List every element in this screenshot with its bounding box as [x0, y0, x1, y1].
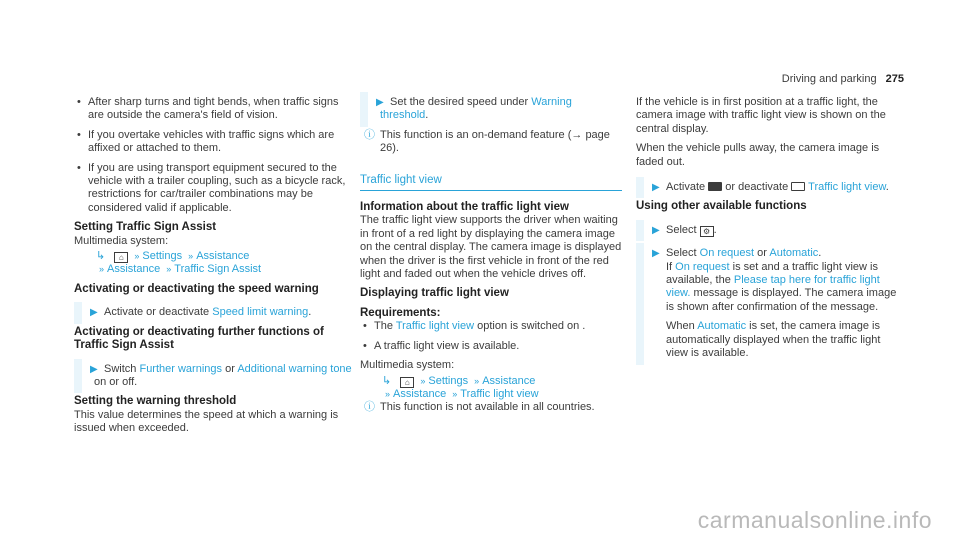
- double-chevron-icon: »: [166, 264, 172, 275]
- list-item: • If you are using transport equipment secured to the vehicle with a trailer coupling, such as a bicycle rack, restrictions for car/trailer combinations may be considered valid if applicable.: [74, 162, 356, 216]
- system-label: Multimedia system:: [74, 234, 169, 247]
- link-on-request[interactable]: On request: [675, 260, 730, 273]
- link-additional-warning-tone[interactable]: Additional warning tone: [237, 362, 352, 375]
- column-3: [636, 96, 898, 367]
- heading-requirements: Requirements:: [360, 306, 441, 319]
- column-1: [74, 96, 356, 442]
- home-icon: ⌂: [400, 377, 414, 388]
- link-on-request[interactable]: On request: [699, 247, 755, 260]
- double-chevron-icon: »: [420, 375, 426, 386]
- list-item: • After sharp turns and tight bends, when traffic signs are outside the camera's field of vision.: [74, 96, 356, 123]
- gear-icon[interactable]: ⚙: [700, 226, 714, 237]
- step-select-mode: ▶ Select On request or Automatic. If On request is set and a traffic light view is available, the Please tap here for traffic light view. message is displayed. The camera image is shown after confirmation of the message. When Automatic is set, the camera image is automatically displayed when the traffic light view is available.: [636, 247, 898, 360]
- automatic-paragraph: When Automatic is set, the camera image is automatically displayed when the traffic light view is available.: [666, 320, 881, 360]
- double-chevron-icon: »: [474, 375, 480, 386]
- heading-further-functions: Activating or deactivating further functions of Traffic Sign Assist: [74, 325, 324, 352]
- return-arrow-icon: ↳: [96, 250, 106, 263]
- path-settings[interactable]: Settings: [142, 250, 183, 263]
- heading-display-tlv: Displaying traffic light view: [360, 287, 509, 300]
- heading-warning-threshold: Setting the warning threshold: [74, 395, 237, 408]
- step-switch-warnings: ▶ Switch Further warnings or Additional warning tone on or off.: [74, 363, 356, 390]
- page-number: 275: [885, 73, 904, 85]
- home-icon: ⌂: [114, 252, 128, 263]
- list-item: • A traffic light view is available.: [360, 340, 622, 353]
- step-arrow-icon: ▶: [90, 363, 98, 375]
- heading-other-functions: Using other available functions: [636, 200, 807, 213]
- menu-path: [74, 250, 356, 277]
- link-further-warnings[interactable]: Further warnings: [139, 362, 223, 375]
- toggle-off-icon: [791, 182, 805, 191]
- tlv-paragraph-2: When the vehicle pulls away, the camera image is faded out.: [636, 142, 880, 168]
- step-arrow-icon: ▶: [90, 307, 98, 319]
- threshold-text: This value determines the speed at which a warning is issued when exceeded.: [74, 408, 339, 435]
- double-chevron-icon: »: [99, 264, 105, 275]
- step-activate-tlv: ▶ Activate or deactivate Traffic light view.: [636, 181, 898, 194]
- step-arrow-icon: ▶: [652, 224, 660, 236]
- path-assistance-2[interactable]: Assistance: [393, 387, 447, 400]
- step-select-settings: ▶ Select ⚙ .: [636, 224, 898, 237]
- path-assistance-2[interactable]: Assistance: [107, 263, 161, 276]
- link-traffic-light-view[interactable]: Traffic light view: [395, 320, 475, 333]
- section-title: Driving and parking: [781, 73, 877, 85]
- path-assistance[interactable]: Assistance: [196, 250, 250, 263]
- step-set-speed: ▶ Set the desired speed under Warning threshold.: [360, 96, 622, 123]
- column-2: [360, 96, 622, 421]
- path-settings[interactable]: Settings: [428, 374, 469, 387]
- link-speed-limit-warning[interactable]: Speed limit warning: [212, 306, 309, 319]
- path-assistance[interactable]: Assistance: [482, 374, 536, 387]
- note-on-demand: ⓘ This function is an on-demand feature (→ page 26).: [364, 128, 610, 155]
- link-warning-threshold[interactable]: Warning threshold: [380, 96, 572, 122]
- step-arrow-icon: ▶: [376, 97, 384, 108]
- double-chevron-icon: »: [188, 251, 194, 262]
- info-icon: ⓘ: [364, 401, 375, 414]
- note-availability: ⓘ This function is not available in all countries.: [364, 401, 595, 414]
- double-chevron-icon: »: [385, 388, 391, 399]
- tlv-paragraph-1: If the vehicle is in first position at a traffic light, the camera image with traffic light view is shown on the central display.: [636, 96, 886, 135]
- heading-setting-tsa: Setting Traffic Sign Assist: [74, 221, 217, 234]
- link-traffic-light-view[interactable]: Traffic light view: [808, 181, 886, 194]
- system-label: Multimedia system:: [360, 359, 455, 372]
- watermark: carmanualsonline.info: [697, 506, 932, 533]
- path-traffic-light-view[interactable]: Traffic light view: [460, 387, 539, 400]
- double-chevron-icon: »: [452, 388, 458, 399]
- section-traffic-light-view: Traffic light view: [360, 174, 622, 191]
- menu-path: [360, 375, 622, 402]
- link-automatic[interactable]: Automatic: [769, 247, 819, 260]
- info-icon: ⓘ: [364, 128, 375, 141]
- list-item: • If you overtake vehicles with traffic signs which are affixed or attached to them.: [74, 129, 356, 156]
- link-automatic[interactable]: Automatic: [697, 320, 747, 333]
- return-arrow-icon: ↳: [382, 374, 392, 387]
- heading-speed-warning: Activating or deactivating the speed warning: [74, 282, 319, 295]
- page-header: [782, 73, 904, 86]
- step-arrow-icon: ▶: [652, 248, 660, 260]
- step-arrow-icon: ▶: [652, 182, 660, 194]
- list-item: • The Traffic light view option is switched on .: [360, 320, 622, 333]
- toggle-on-icon: [708, 182, 722, 191]
- message-tap-for-tlv[interactable]: Please tap here for traffic light view.: [666, 274, 880, 300]
- heading-tlv-info: Information about the traffic light view: [360, 201, 569, 214]
- double-chevron-icon: »: [134, 251, 140, 262]
- path-traffic-sign-assist[interactable]: Traffic Sign Assist: [174, 263, 262, 276]
- tlv-info-text: The traffic light view supports the driver when waiting in front of a red light by displaying the camera image on the central display. The camera image is displayed when the driver is the first vehicle in front of the red light and faded out when the vehicle drives off.: [360, 214, 622, 281]
- step-activate-speed-warning: ▶ Activate or deactivate Speed limit warning.: [74, 306, 356, 319]
